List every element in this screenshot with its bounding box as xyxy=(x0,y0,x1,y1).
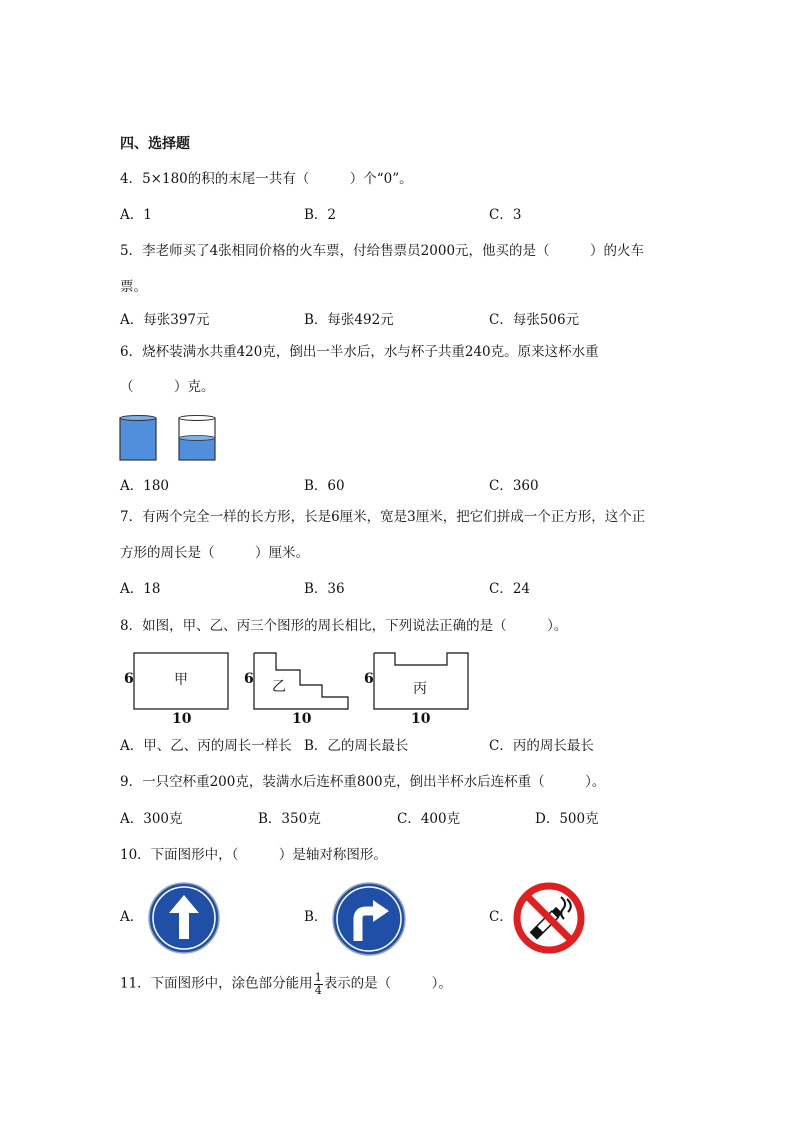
q7-option-c[interactable]: C．24 xyxy=(489,581,531,597)
q10-option-b[interactable]: B． xyxy=(304,909,328,925)
q4-option-c[interactable]: C．3 xyxy=(489,207,522,223)
question-4-stem: 4．5×180的积的末尾一共有（ ）个“0”。 xyxy=(120,171,413,187)
q5-option-c[interactable]: C．每张506元 xyxy=(489,312,580,328)
question-6-stem-line2: （ ）克。 xyxy=(120,379,215,395)
question-11-stem-after: 表示的是（ ）。 xyxy=(323,975,452,992)
question-7-stem-line2: 方形的周长是（ ）厘米。 xyxy=(120,545,309,561)
question-8-stem: 8．如图，甲、乙、丙三个图形的周长相比，下列说法正确的是（ ）。 xyxy=(120,618,568,634)
question-11-stem-before: 11．下面图形中，涂色部分能用 xyxy=(120,975,313,992)
figure-yi-width-label: 10 xyxy=(292,711,312,727)
figure-bing-height-label: 6 xyxy=(364,671,374,687)
question-6-stem-line1: 6．烧杯装满水共重420克，倒出一半水后，水与杯子共重240克。原来这杯水重 xyxy=(120,344,599,360)
q9-option-a[interactable]: A．300克 xyxy=(120,811,183,827)
question-9-stem: 9．一只空杯重200克，装满水后连杯重800克，倒出半杯水后连杯重（ ）。 xyxy=(120,774,606,790)
question-5-stem-line2: 票。 xyxy=(120,279,147,295)
fraction-numerator: 1 xyxy=(314,971,322,984)
q9-option-c[interactable]: C．400克 xyxy=(397,811,461,827)
q8-option-b[interactable]: B．乙的周长最长 xyxy=(304,738,409,754)
figure-jia-height-label: 6 xyxy=(124,671,134,687)
q5-option-a[interactable]: A．每张397元 xyxy=(120,312,210,328)
question-10-stem: 10．下面图形中，（ ）是轴对称图形。 xyxy=(120,847,387,863)
q6-option-a[interactable]: A．180 xyxy=(120,478,170,494)
q10-option-a[interactable]: A． xyxy=(120,909,144,925)
figure-jia-name: 甲 xyxy=(174,672,188,688)
figure-bing-width-label: 10 xyxy=(411,711,431,727)
fraction-denominator: 4 xyxy=(314,983,322,997)
beaker-half-icon xyxy=(179,416,215,461)
q4-option-b[interactable]: B．2 xyxy=(304,207,337,223)
q7-option-b[interactable]: B．36 xyxy=(304,581,345,597)
question-11-stem xyxy=(120,972,452,996)
question-5-stem-line1: 5．李老师买了4张相同价格的火车票，付给售票员2000元，他买的是（ ）的火车 xyxy=(120,243,645,259)
q6-option-c[interactable]: C．360 xyxy=(489,478,539,494)
no-smoking-sign-icon[interactable] xyxy=(512,881,586,955)
beaker-full-icon xyxy=(120,416,156,461)
q6-option-b[interactable]: B．60 xyxy=(304,478,345,494)
beakers-figure xyxy=(118,414,228,462)
q7-option-a[interactable]: A．18 xyxy=(120,581,161,597)
question-7-stem-line1: 7．有两个完全一样的长方形，长是6厘米，宽是3厘米，把它们拼成一个正方形，这个正 xyxy=(120,509,646,525)
fraction-one-quarter xyxy=(314,972,323,996)
figure-yi-height-label: 6 xyxy=(244,671,254,687)
q5-option-b[interactable]: B．每张492元 xyxy=(304,312,394,328)
q9-option-d[interactable]: D．500克 xyxy=(535,811,599,827)
q8-option-c[interactable]: C．丙的周长最长 xyxy=(489,738,594,754)
figure-bing-name: 丙 xyxy=(413,681,427,697)
q8-option-a[interactable]: A．甲、乙、丙的周长一样长 xyxy=(120,738,292,754)
figure-jia-width-label: 10 xyxy=(172,711,192,727)
right-turn-sign-icon[interactable] xyxy=(331,881,407,957)
q10-option-c[interactable]: C． xyxy=(489,909,513,925)
q9-option-b[interactable]: B．350克 xyxy=(258,811,321,827)
section-title: 四、选择题 xyxy=(120,136,190,152)
up-arrow-sign-icon[interactable] xyxy=(147,881,221,955)
figure-yi-name: 乙 xyxy=(272,679,286,695)
q4-option-a[interactable]: A．1 xyxy=(120,207,152,223)
